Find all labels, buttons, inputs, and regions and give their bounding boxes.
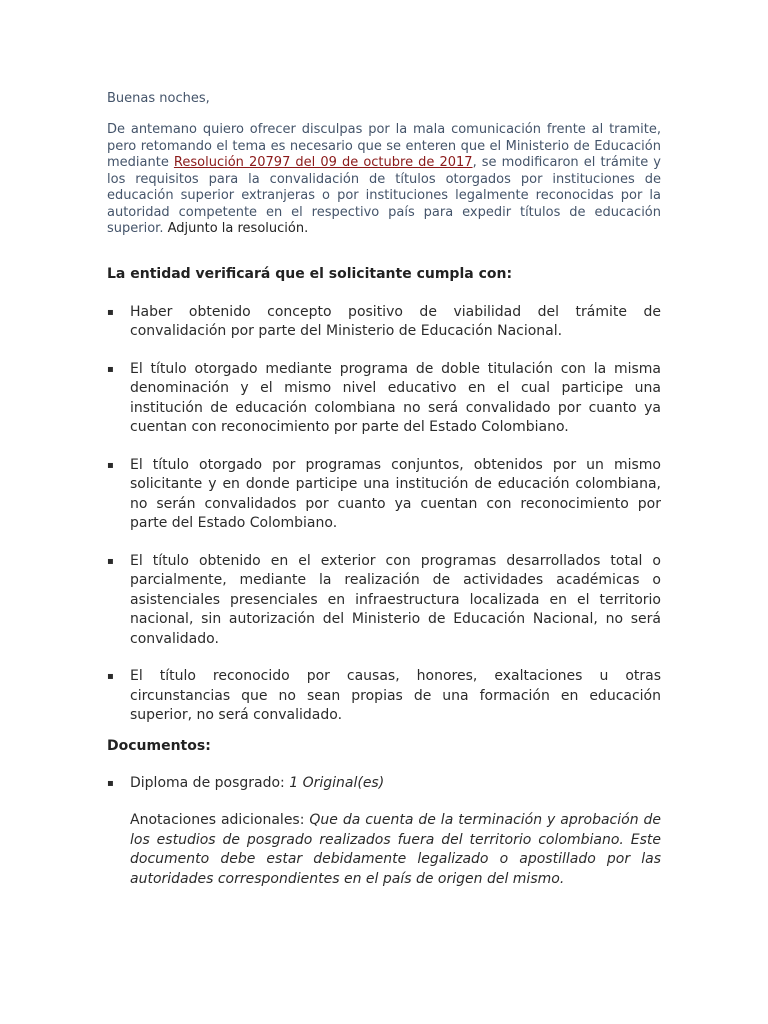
bullet-icon: ▪	[107, 459, 114, 471]
list-item	[107, 360, 661, 438]
intro-text-1: De antemano quiero ofrecer disculpas por la mala comunicación frente al tramite, pero retomando el tema es necesario que se enteren que el Ministerio de Educación mediante	[107, 122, 661, 170]
annotation-label: Anotaciones adicionales:	[130, 812, 310, 828]
greeting: Buenas noches,	[107, 91, 210, 106]
requirement-text: Haber obtenido concepto positivo de viabilidad del trámite de convalidación por parte del Ministerio de Educación Nacional.	[130, 303, 661, 339]
intro-text-2: , se modificaron el trámite y los requisitos para la convalidación de títulos otorgados por instituciones de educación superior extranjeras o por instituciones legalmente reconocidas por la autoridad competente en el respectivo país para expedir títulos de educación superior.	[107, 155, 661, 236]
annotation-text: Que da cuenta de la terminación y aprobación de los estudios de posgrado realizados fuera del territorio colombiano. Este documento debe estar debidamente legalizado o apostillado por las autoridades correspondientes en el país de origen del mismo.	[130, 812, 662, 887]
requirement-text: El título otorgado mediante programa de doble titulación con la misma denominación y el mismo nivel educativo en el cual participe una institución de educación colombiana no será convalidado por cuanto ya cuentan con reconocimiento por parte del Estado Colombiano.	[130, 360, 661, 435]
documents-list	[107, 774, 661, 794]
requirement-text: El título otorgado por programas conjuntos, obtenidos por un mismo solicitante y en donde participe una institución de educación colombiana, no serán convalidados por cuanto ya cuentan con reconocimiento por parte del Estado Colombiano.	[130, 456, 661, 531]
attachment-note: Adjunto la resolución.	[167, 221, 309, 236]
document-quantity: 1 Original(es)	[289, 774, 385, 791]
bullet-icon: ▪	[107, 555, 114, 567]
bullet-icon: ▪	[107, 363, 114, 375]
document-body	[107, 90, 661, 889]
document-label: Diploma de posgrado:	[130, 774, 290, 791]
list-item	[107, 774, 661, 794]
verification-heading: La entidad verificará que el solicitante cumpla con:	[107, 265, 513, 282]
additional-annotations	[130, 811, 661, 889]
list-item	[107, 552, 661, 650]
requirement-text: El título reconocido por causas, honores, exaltaciones u otras circunstancias que no sean propias de una formación en educación superior, no será convalidado.	[130, 668, 661, 723]
documents-heading: Documentos:	[107, 737, 211, 754]
bullet-icon: ▪	[107, 777, 114, 789]
requirement-text: El título obtenido en el exterior con programas desarrollados total o parcialmente, mediante la realización de actividades académicas o asistenciales presenciales en infraestructura localizada en el territorio nacional, sin autorización del Ministerio de Educación Nacional, no será convalidado.	[130, 552, 661, 647]
bullet-icon: ▪	[107, 306, 114, 318]
resolution-link[interactable]: Resolución 20797 del 09 de octubre de 2017	[173, 155, 473, 170]
bullet-icon: ▪	[107, 671, 114, 682]
list-item	[107, 456, 661, 534]
requirements-list	[107, 303, 661, 726]
intro-paragraph	[107, 122, 661, 238]
list-item	[107, 667, 661, 726]
list-item	[107, 303, 661, 342]
